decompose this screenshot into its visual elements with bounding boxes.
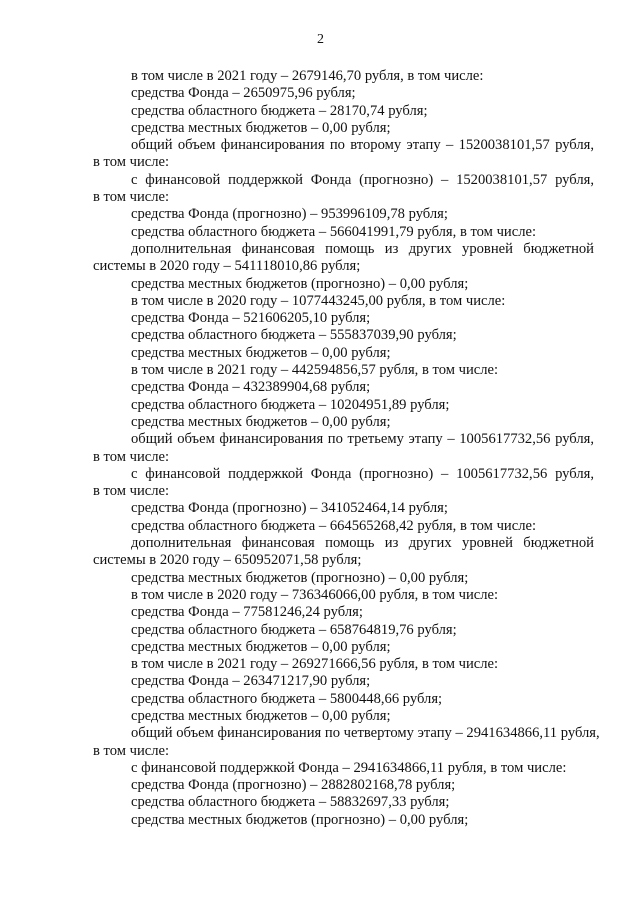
text-line: общий объем финансирования по третьему этапу – 1005617732,56 рубля, [131,431,594,448]
text-line: дополнительная финансовая помощь из других уровней бюджетной [131,240,594,257]
text-line: средства Фонда (прогнозно) – 341052464,14 рубля; [131,500,448,517]
text-line: средства местных бюджетов – 0,00 рубля; [131,707,391,724]
text-line: средства Фонда – 2650975,96 рубля; [131,85,356,102]
text-line: средства Фонда – 521606205,10 рубля; [131,310,371,327]
text-line: в том числе в 2021 году – 442594856,57 рубля, в том числе: [131,362,499,379]
text-line: в том числе в 2020 году – 1077443245,00 рубля, в том числе: [131,292,506,309]
text-line: средства местных бюджетов – 0,00 рубля; [131,344,391,361]
text-line: средства областного бюджета – 58832697,33 рубля; [131,794,450,811]
text-line: средства местных бюджетов (прогнозно) – 0,00 рубля; [131,275,469,292]
text-line: средства местных бюджетов (прогнозно) – 0,00 рубля; [131,569,469,586]
text-line: в том числе в 2021 году – 2679146,70 рубля, в том числе: [131,68,484,84]
text-line: средства местных бюджетов – 0,00 рубля; [131,119,391,136]
text-line: в том числе в 2021 году – 269271666,56 рубля, в том числе: [131,656,499,673]
text-line: средства областного бюджета – 555837039,90 рубля; [131,327,457,344]
text-line: средства местных бюджетов (прогнозно) – 0,00 рубля; [131,811,469,828]
text-line: общий объем финансирования по четвертому этапу – 2941634866,11 рубля, [131,725,600,742]
text-line: средства областного бюджета – 5800448,66 рубля; [131,690,443,707]
text-line: средства Фонда – 263471217,90 рубля; [131,673,371,690]
text-line: с финансовой поддержкой Фонда (прогнозно) – 1005617732,56 рубля, [131,465,594,482]
text-line: средства Фонда – 77581246,24 рубля; [131,604,363,621]
text-line: средства областного бюджета – 664565268,42 рубля, в том числе: [131,517,537,534]
document-body [93,68,600,829]
text-line: дополнительная финансовая помощь из других уровней бюджетной [131,535,594,552]
text-line: системы в 2020 году – 541118010,86 рубля; [93,258,361,275]
page-number: 2 [317,32,324,47]
text-line: общий объем финансирования по второму этапу – 1520038101,57 рубля, [131,137,594,154]
text-line: средства местных бюджетов – 0,00 рубля; [131,413,391,430]
text-line: в том числе в 2020 году – 736346066,00 рубля, в том числе: [131,586,499,603]
text-line: средства областного бюджета – 28170,74 рубля; [131,102,428,119]
text-line: в том числе: [93,448,170,465]
text-line: средства Фонда – 432389904,68 рубля; [131,379,371,396]
text-line: в том числе: [93,189,170,206]
text-line: средства областного бюджета – 10204951,89 рубля; [131,396,450,413]
text-line: с финансовой поддержкой Фонда (прогнозно) – 1520038101,57 рубля, [131,171,594,188]
text-line: средства местных бюджетов – 0,00 рубля; [131,638,391,655]
text-line: системы в 2020 году – 650952071,58 рубля; [93,552,362,569]
text-line: в том числе: [93,742,170,759]
text-line: с финансовой поддержкой Фонда – 2941634866,11 рубля, в том числе: [131,759,567,776]
text-line: средства Фонда (прогнозно) – 2882802168,78 рубля; [131,777,456,794]
text-line: в том числе: [93,154,170,171]
text-line: средства Фонда (прогнозно) – 953996109,78 рубля; [131,206,448,223]
text-line: в том числе: [93,483,170,500]
text-line: средства областного бюджета – 658764819,76 рубля; [131,621,457,638]
text-line: средства областного бюджета – 566041991,79 рубля, в том числе: [131,223,537,240]
